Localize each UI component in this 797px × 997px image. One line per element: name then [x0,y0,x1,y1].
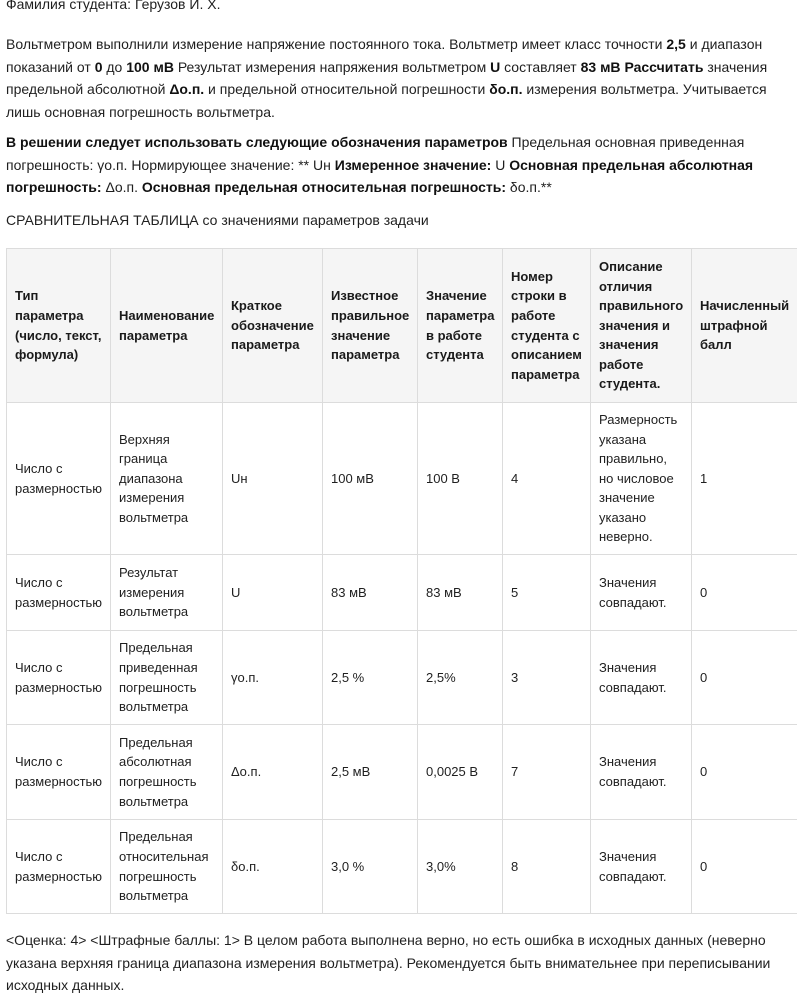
header-name: Наименование параметра [111,249,223,403]
cell-short: Uн [223,403,323,555]
accuracy-class: 2,5 [666,36,685,52]
cell-diff: Значения совпадают. [591,555,692,631]
cell-diff: Размерность указана правильно, но числовое значение указано неверно. [591,403,692,555]
notation-text: Δо.п. [102,179,142,195]
task-text: и диапазон показаний от [6,36,762,75]
cell-name: Предельная приведенная погрешность вольтметра [111,631,223,725]
rel-error-symbol: δо.п. [489,81,522,97]
calculate-word: Рассчитать [624,59,703,75]
table-row [7,555,797,631]
task-text: значения предельной абсолютной [6,59,767,98]
cell-diff: Значения совпадают. [591,725,692,820]
header-known: Известное правильное значение параметра [323,249,418,403]
cell-type: Число с размерностью [7,820,111,914]
notation-heading: В решении следует использовать следующие обозначения параметров [6,134,508,150]
cell-student: 3,0% [418,820,503,914]
measured-value: 83 мВ [581,59,621,75]
cell-diff: Значения совпадают. [591,820,692,914]
notation-text: δо.п.** [506,179,552,195]
notation-paragraph [6,131,791,199]
cell-name: Предельная абсолютная погрешность вольтметра [111,725,223,820]
header-diff: Описание отличия правильного значения и значения работе студента. [591,249,692,403]
header-line: Номер строки в работе студента с описанием параметра [503,249,591,403]
table-row [7,725,797,820]
cell-penalty: 0 [692,631,797,725]
table-row [7,631,797,725]
cell-line: 4 [503,403,591,555]
task-description [6,33,791,123]
table-caption: СРАВНИТЕЛЬНАЯ ТАБЛИЦА со значениями параметров задачи [6,209,791,232]
cell-short: δо.п. [223,820,323,914]
cell-name: Результат измерения вольтметра [111,555,223,631]
student-name: Герузов И. Х. [135,0,221,12]
comparison-table [6,248,797,914]
notation-label: Основная предельная абсолютная погрешность: [6,157,753,196]
table-row [7,820,797,914]
header-short: Краткое обозначение параметра [223,249,323,403]
cell-student: 0,0025 В [418,725,503,820]
notation-label: Измеренное значение: [335,157,492,173]
cell-line: 7 [503,725,591,820]
cell-known: 2,5 мВ [323,725,418,820]
cell-type: Число с размерностью [7,631,111,725]
table-header-row [7,249,797,403]
cell-penalty: 0 [692,820,797,914]
cell-name: Верхняя граница диапазона измерения вольтметра [111,403,223,555]
cell-known: 3,0 % [323,820,418,914]
voltage-symbol: U [490,59,500,75]
task-text: измерения вольтметра. Учитывается лишь основная погрешность вольтметра. [6,81,767,120]
grade-summary: <Оценка: 4> <Штрафные баллы: 1> В целом работа выполнена верно, но есть ошибка в исходных данных (неверно указана верхняя граница диапазона измерения вольтметра). Рекомендуется быть внимательнее при переписывании исходных данных. [6,929,791,997]
cell-student: 100 В [418,403,503,555]
cell-name: Предельная относительная погрешность вольтметра [111,820,223,914]
cell-short: U [223,555,323,631]
notation-text: Предельная основная приведенная погрешность: γо.п. Нормирующее значение: ** Uн [6,134,744,173]
cell-type: Число с размерностью [7,403,111,555]
task-text: и предельной относительной погрешности [204,81,489,97]
task-text: Вольтметром выполнили измерение напряжение постоянного тока. Вольтметр имеет класс точности [6,36,666,52]
header-penalty: Начисленный штрафной балл [692,249,797,403]
cell-type: Число с размерностью [7,555,111,631]
cell-short: γо.п. [223,631,323,725]
cell-student: 2,5% [418,631,503,725]
task-text: Результат измерения напряжения вольтметром [174,59,490,75]
cell-short: Δо.п. [223,725,323,820]
range-to: 100 мВ [126,59,174,75]
task-text: составляет [500,59,580,75]
cell-diff: Значения совпадают. [591,631,692,725]
notation-text: U [491,157,509,173]
abs-error-symbol: Δо.п. [169,81,204,97]
header-student: Значение параметра в работе студента [418,249,503,403]
cell-line: 5 [503,555,591,631]
cell-student: 83 мВ [418,555,503,631]
cell-known: 2,5 % [323,631,418,725]
range-from: 0 [95,59,103,75]
task-text: до [102,59,126,75]
cell-line: 8 [503,820,591,914]
cell-known: 83 мВ [323,555,418,631]
student-label: Фамилия студента: [6,0,131,12]
notation-label: Основная предельная относительная погрешность: [142,179,506,195]
header-type: Тип параметра (число, текст, формула) [7,249,111,403]
cell-penalty: 1 [692,403,797,555]
student-line [6,0,791,16]
table-row [7,403,797,555]
cell-penalty: 0 [692,555,797,631]
cell-type: Число с размерностью [7,725,111,820]
cell-line: 3 [503,631,591,725]
cell-penalty: 0 [692,725,797,820]
cell-known: 100 мВ [323,403,418,555]
